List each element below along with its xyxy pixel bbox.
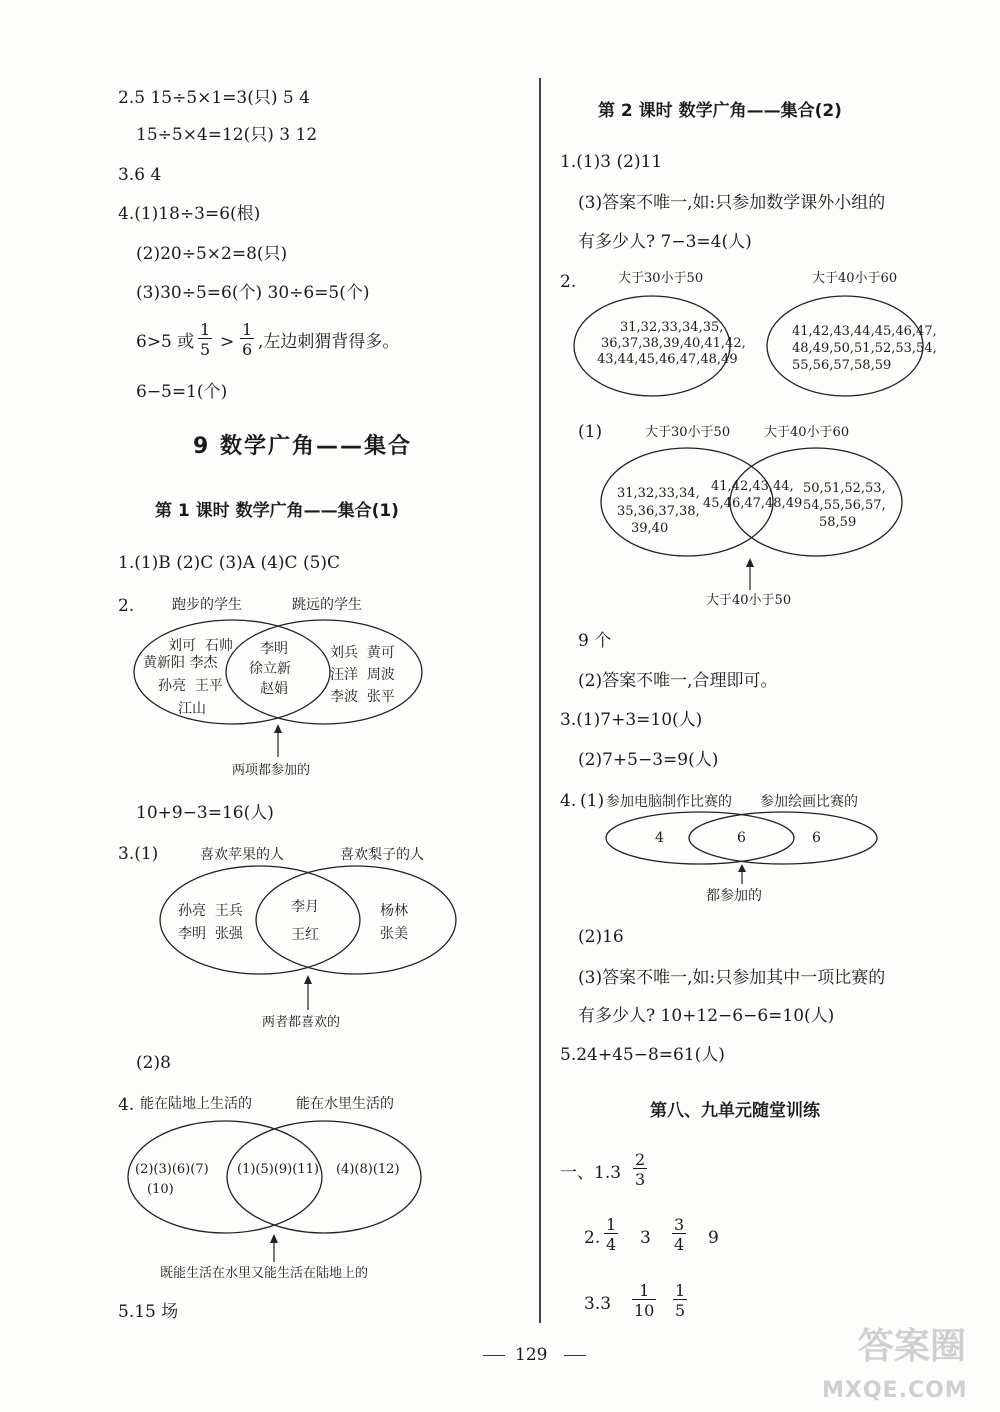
answer-4c: (3)30÷5=6(个) 30÷6=5(个) bbox=[136, 283, 370, 303]
venn2-right-label: 喜欢梨子的人 bbox=[340, 847, 424, 863]
lesson2-answer-5: 5.24+45−8=61(人) bbox=[560, 1045, 725, 1065]
lesson1-answer-1: 1.(1)B (2)C (3)A (4)C (5)C bbox=[118, 553, 341, 573]
venn2-left-ellipse bbox=[160, 866, 360, 974]
venn5-left-label: 参加电脑制作比赛的 bbox=[606, 794, 732, 810]
lesson2-answer-1a: 1.(1)3 (2)11 bbox=[560, 152, 663, 172]
venn1-left-item: 刘可 石帅 bbox=[168, 638, 233, 654]
venn1-arrowhead bbox=[274, 724, 282, 733]
lesson1-answer-3-part2: (2)8 bbox=[136, 1053, 171, 1073]
answer-2a: 2.5 15÷5×1=3(只) 5 4 bbox=[118, 88, 310, 108]
venn1-center-item: 徐立新 bbox=[249, 661, 291, 677]
venn4-left-item: 35,36,37,38, bbox=[617, 504, 700, 519]
sets-right-label: 大于40小于60 bbox=[812, 271, 898, 286]
venn2-left-item: 李明 张强 bbox=[178, 926, 243, 942]
lesson2-answer-4-part1: (1) bbox=[580, 791, 605, 811]
answer-4b: (2)20÷5×2=8(只) bbox=[136, 244, 288, 264]
sets-right-item: 48,49,50,51,52,53,54, bbox=[792, 341, 937, 356]
venn2-left-item: 孙亮 王兵 bbox=[178, 903, 243, 919]
fraction-one-tenth: $\frac{1}{10}$ bbox=[634, 1281, 655, 1320]
venn1-left-label: 跑步的学生 bbox=[172, 597, 242, 613]
lesson2-answer-4-part3b: 有多少人? 10+12−6−6=10(人) bbox=[578, 1006, 835, 1026]
venn4-center-item: 41,42,43,44, bbox=[711, 479, 794, 494]
sets-right-item: 41,42,43,44,45,46,47, bbox=[792, 324, 937, 339]
venn1-center-item: 赵娟 bbox=[260, 681, 288, 697]
lesson1-answer-2-number: 2. bbox=[118, 596, 135, 616]
page-number: 129 bbox=[515, 1345, 548, 1365]
venn1-right-item: 刘兵 黄可 bbox=[330, 645, 395, 661]
venn3-center-item: (1)(5)(9)(11) bbox=[237, 1162, 319, 1177]
venn3-left-item: (2)(3)(6)(7) bbox=[135, 1162, 209, 1177]
venn1-right-label: 跳远的学生 bbox=[292, 597, 362, 613]
review-3-prefix: 3.3 bbox=[584, 1294, 612, 1314]
venn4-center-item: 45,46,47,48,49 bbox=[703, 496, 803, 511]
venn4-arrowhead bbox=[746, 558, 754, 567]
fraction-one-fifth-b: $\frac{1}{5}$ bbox=[675, 1281, 686, 1320]
venn1-center-item: 李明 bbox=[260, 641, 288, 657]
venn2-right-item: 杨林 bbox=[380, 903, 408, 919]
lesson1-answer-4-number: 4. bbox=[118, 1095, 135, 1115]
answer-3: 3.6 4 bbox=[118, 165, 162, 185]
venn2-arrowhead bbox=[304, 975, 312, 984]
venn2-left-label: 喜欢苹果的人 bbox=[200, 847, 284, 863]
venn4-right-item: 54,55,56,57, bbox=[803, 498, 886, 513]
review-1-prefix: 一、1.3 bbox=[560, 1163, 622, 1183]
venn2-right-item: 张美 bbox=[380, 926, 408, 942]
review-2-value: 3 bbox=[640, 1228, 651, 1248]
lesson2-answer-4-part2: (2)16 bbox=[578, 927, 624, 947]
venn4-right-item: 50,51,52,53, bbox=[803, 481, 886, 496]
lesson2-answer-2-part2: (2)答案不唯一,合理即可。 bbox=[578, 671, 778, 691]
fraction-one-sixth: $\frac{1}{6}$ bbox=[242, 320, 253, 359]
venn5-left-value: 4 bbox=[655, 830, 664, 846]
venn5-left-ellipse bbox=[606, 812, 794, 864]
venn1-right-item: 汪洋 周波 bbox=[330, 667, 395, 683]
fraction-two-thirds: $\frac{2}{3}$ bbox=[635, 1150, 646, 1189]
lesson2-answer-2-number: 2. bbox=[560, 272, 577, 292]
fraction-three-quarters: $\frac{3}{4}$ bbox=[674, 1215, 685, 1254]
lesson2-answer-2-count: 9 个 bbox=[578, 631, 612, 651]
sets-left-item: 36,37,38,39,40,41,42, bbox=[601, 336, 746, 351]
venn5-right-value: 6 bbox=[812, 830, 821, 846]
venn4-left-label: 大于30小于50 bbox=[645, 425, 731, 440]
venn4-left-item: 39,40 bbox=[631, 521, 669, 536]
venn3-left-ellipse bbox=[128, 1121, 322, 1233]
venn1-right-item: 李波 张平 bbox=[330, 689, 395, 705]
venn5-right-label: 参加绘画比赛的 bbox=[760, 794, 858, 810]
lesson1-answer-3-number: 3.(1) bbox=[118, 844, 159, 864]
venn4-right-label: 大于40小于60 bbox=[764, 425, 850, 440]
venn4-right-item: 58,59 bbox=[819, 515, 857, 530]
lesson2-answer-1c: 有多少人? 7−3=4(人) bbox=[578, 232, 752, 252]
watermark-url: MXQE.COM bbox=[822, 1378, 968, 1403]
venn2-right-ellipse bbox=[256, 866, 456, 974]
answer-2b: 15÷5×4=12(只) 3 12 bbox=[136, 125, 318, 145]
venn3-arrowhead bbox=[270, 1234, 278, 1243]
venn4-arrow-label: 大于40小于50 bbox=[706, 593, 792, 608]
venn5-center-value: 6 bbox=[737, 830, 746, 846]
venn1-left-item: 江山 bbox=[178, 701, 206, 717]
lesson2-answer-1b: (3)答案不唯一,如:只参加数学课外小组的 bbox=[578, 193, 886, 213]
answer-4e: 6−5=1(个) bbox=[136, 382, 228, 402]
greater-than: > bbox=[220, 332, 235, 352]
venn3-left-item: (10) bbox=[147, 1182, 174, 1197]
fraction-one-fifth: $\frac{1}{5}$ bbox=[200, 320, 211, 359]
venn3-left-label: 能在陆地上生活的 bbox=[140, 1096, 252, 1112]
lesson2-answer-4-number: 4. bbox=[560, 791, 577, 811]
answer-4d-suffix: ,左边刺猬背得多。 bbox=[258, 332, 400, 352]
lesson2-answer-4-part3a: (3)答案不唯一,如:只参加其中一项比赛的 bbox=[578, 968, 886, 988]
lesson1-answer-2-calc: 10+9−3=16(人) bbox=[136, 803, 274, 823]
fraction-one-quarter: $\frac{1}{4}$ bbox=[606, 1215, 617, 1254]
venn1-left-item: 孙亮 王平 bbox=[158, 678, 223, 694]
venn1-left-item: 黄新阳 李杰 bbox=[143, 655, 218, 671]
venn4-left-item: 31,32,33,34, bbox=[617, 486, 700, 501]
venn3-right-label: 能在水里生活的 bbox=[296, 1096, 394, 1112]
answer-4a: 4.(1)18÷3=6(根) bbox=[118, 204, 261, 224]
footer-rule-right bbox=[564, 1355, 586, 1356]
lesson2-answer-2-part1: (1) bbox=[578, 422, 603, 442]
lesson2-answer-3a: 3.(1)7+3=10(人) bbox=[560, 710, 703, 730]
unit-title: 9 数学广角——集合 bbox=[193, 434, 412, 459]
review-2-suffix: 9 bbox=[708, 1228, 719, 1248]
lesson2-answer-3b: (2)7+5−3=9(人) bbox=[578, 750, 719, 770]
venn3-right-item: (4)(8)(12) bbox=[336, 1162, 400, 1177]
venn3-arrow-label: 既能生活在水里又能生活在陆地上的 bbox=[160, 1266, 369, 1281]
sets-left-item: 31,32,33,34,35, bbox=[620, 320, 724, 335]
venn5-arrowhead bbox=[738, 864, 746, 872]
venn5-right-ellipse bbox=[689, 812, 877, 864]
sets-left-label: 大于30小于50 bbox=[618, 271, 704, 286]
venn2-arrow-label: 两者都喜欢的 bbox=[262, 1015, 341, 1030]
lesson1-answer-5: 5.15 场 bbox=[118, 1302, 179, 1322]
venn5-arrow-label: 都参加的 bbox=[706, 888, 762, 904]
venn2-center-item: 王红 bbox=[291, 927, 319, 943]
sets-right-item: 55,56,57,58,59 bbox=[792, 358, 892, 373]
watermark-logo: 答案圈 bbox=[858, 1326, 967, 1367]
answer-4d-prefix: 6>5 或 bbox=[136, 332, 195, 352]
venn3-right-ellipse bbox=[227, 1121, 421, 1233]
sets-left-item: 43,44,45,46,47,48,49 bbox=[597, 352, 738, 367]
column-divider bbox=[539, 78, 541, 1323]
lesson2-title: 第 2 课时 数学广角——集合(2) bbox=[598, 101, 842, 121]
review-2-prefix: 2. bbox=[584, 1228, 601, 1248]
lesson1-title: 第 1 课时 数学广角——集合(1) bbox=[155, 501, 399, 521]
venn1-arrow-label: 两项都参加的 bbox=[232, 763, 311, 778]
footer-rule-left bbox=[483, 1355, 505, 1356]
venn2-center-item: 李月 bbox=[291, 899, 319, 915]
review-title: 第八、九单元随堂训练 bbox=[650, 1101, 820, 1121]
